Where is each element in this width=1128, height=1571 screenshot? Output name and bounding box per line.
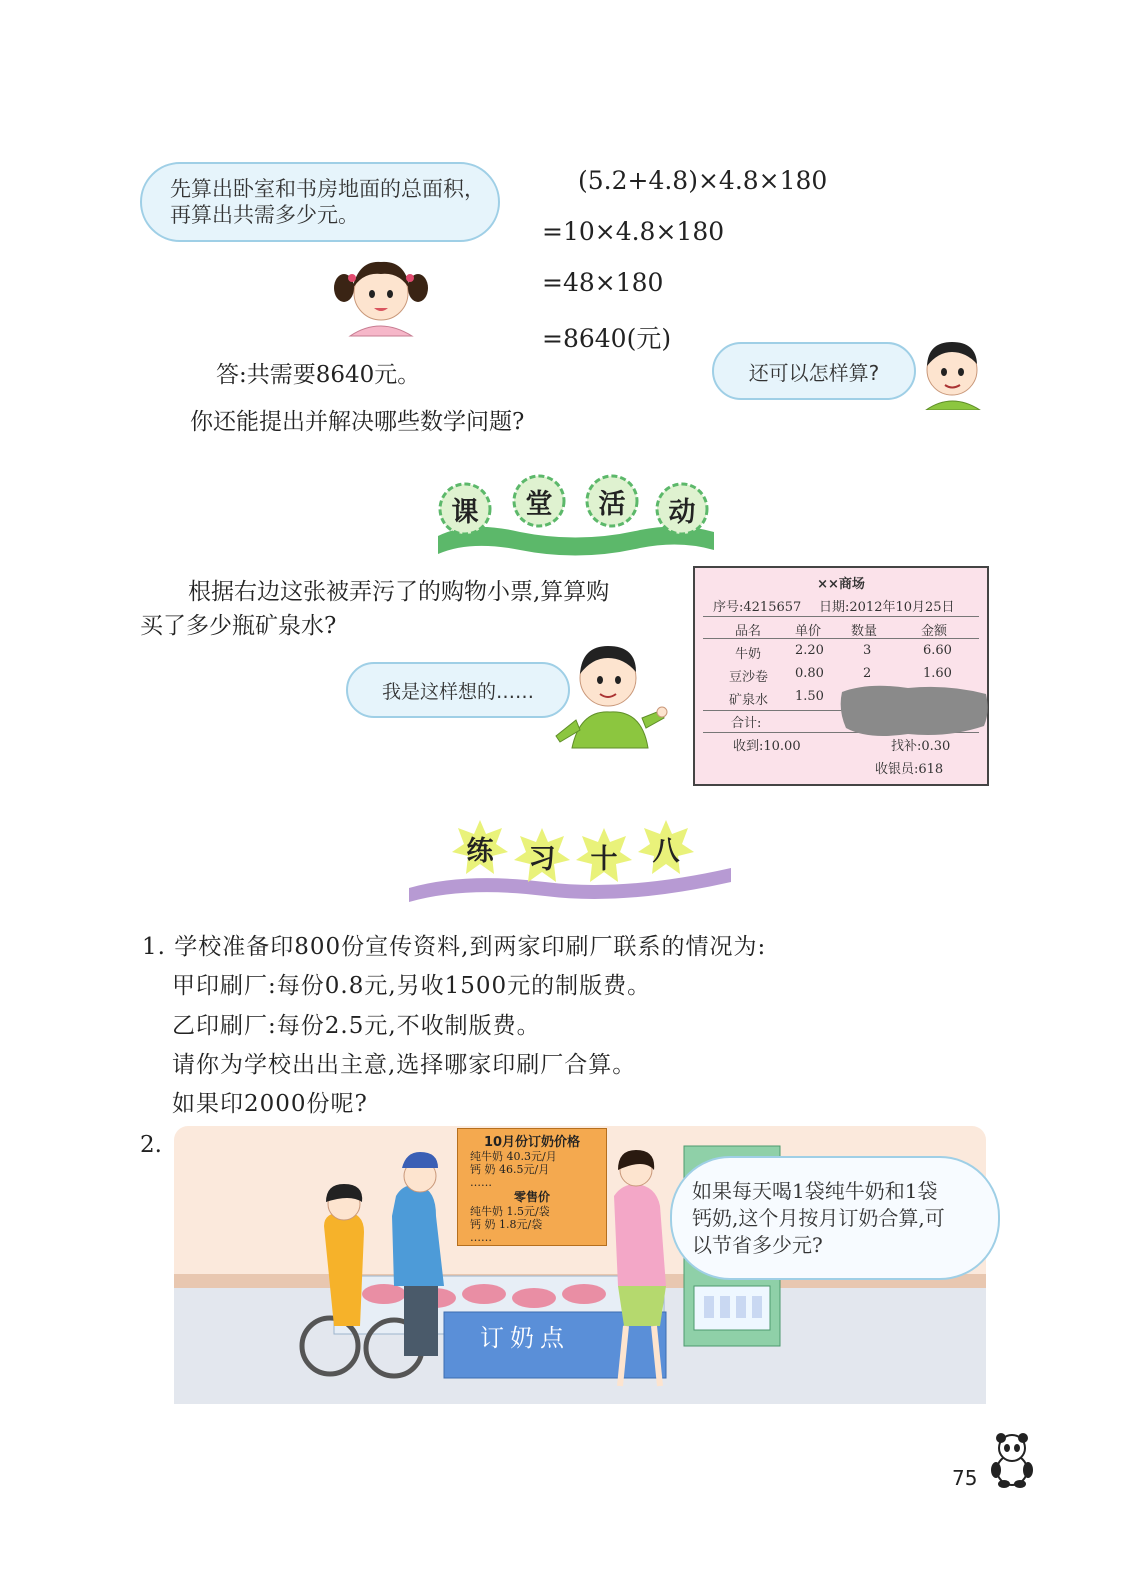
receipt-cell-name: 豆沙卷 [729,670,769,685]
q1-line-4: 请你为学校出出主意,选择哪家印刷厂合算。 [172,1052,637,1078]
receipt-stain [838,682,990,740]
receipt-row [695,641,987,663]
page-number: 75 [952,1466,978,1490]
q1-line-5: 如果印2000份呢? [172,1091,368,1117]
woman-bubble-line-1: 如果每天喝1袋纯牛奶和1袋 [692,1178,938,1203]
sign-line: …… [470,1176,492,1189]
receipt-change: 找补:0.30 [891,739,951,754]
receipt-header-name: 品名 [735,624,762,639]
formula-line-3: =48×180 [542,268,664,297]
woman-speech-bubble [670,1156,1000,1280]
activity-title-char-2: 堂 [525,488,553,520]
exercise-title-char-3: 十 [590,843,618,875]
girl-character-illustration [330,248,430,340]
receipt-cell-qty: 3 [863,643,872,658]
question-text: 你还能提出并解决哪些数学问题? [190,409,525,435]
receipt-header-qty: 数量 [851,624,878,639]
panda-icon [984,1430,1040,1488]
receipt-received: 收到:10.00 [733,739,801,754]
activity-prompt-line-2: 买了多少瓶矿泉水? [140,613,337,639]
boy-character-illustration-1 [914,330,990,410]
q1-line-2: 甲印刷厂:每份0.8元,另收1500元的制版费。 [172,973,652,999]
activity-title-char-3: 活 [598,488,626,520]
exercise-title-char-2: 习 [528,843,556,875]
q2-number: 2. [140,1132,162,1158]
receipt-serial: 序号:4215657 [713,600,802,615]
girl-bubble-line-1: 先算出卧室和书房地面的总面积， [170,177,485,201]
receipt-cell-amount: 1.60 [923,666,952,681]
formula-line-4: =8640(元) [542,324,672,353]
answer-text: 答:共需要8640元。 [216,362,421,388]
sign-line: 钙 奶 1.8元/袋 [470,1218,543,1231]
receipt-store-name: ××商场 [817,577,865,592]
receipt-divider-2 [703,638,979,639]
receipt-header-price: 单价 [795,624,822,639]
formula-line-1: (5.2+4.8)×4.8×180 [578,166,828,195]
activity-title-char-4: 动 [668,496,696,528]
receipt-cell-amount: 6.60 [923,643,952,658]
sign-title: 10月份订奶价格 [483,1135,581,1150]
activity-title-char-1: 课 [451,496,479,528]
receipt-cell-name: 牛奶 [735,647,762,662]
sign-line: …… [470,1231,492,1244]
girl-speech-bubble [140,162,500,242]
woman-bubble-line-2: 钙奶,这个月按月订奶合算,可 [692,1205,945,1230]
boy-bubble-1-text: 还可以怎样算? [748,360,880,385]
receipt-total-label: 合计: [731,716,762,731]
q1-line-1: 1. 学校准备印800份宣传资料,到两家印刷厂联系的情况为: [142,934,767,960]
receipt-divider-1 [703,616,979,617]
counter-label: 订奶点 [480,1324,570,1352]
shopping-receipt [693,566,989,786]
receipt-cell-qty: 2 [863,666,872,681]
receipt-cell-price: 0.80 [795,666,824,681]
exercise-title-char-1: 练 [466,835,494,867]
boy-speech-bubble-2 [346,662,570,718]
boy-bubble-2-text: 我是这样想的…… [381,680,534,703]
boy-character-illustration-2 [550,640,668,750]
receipt-header-amount: 金额 [921,624,948,639]
receipt-cashier: 收银员:618 [875,762,944,777]
exercise-title-char-4: 八 [652,835,680,867]
activity-prompt-line-1: 根据右边这张被弄污了的购物小票,算算购 [188,579,610,605]
q1-line-3: 乙印刷厂:每份2.5元,不收制版费。 [172,1013,541,1039]
receipt-cell-price: 2.20 [795,643,824,658]
receipt-date: 日期:2012年10月25日 [819,600,955,615]
sign-line: 纯牛奶 40.3元/月 [470,1150,557,1163]
formula-line-2: =10×4.8×180 [542,217,725,246]
boy-speech-bubble-1 [712,342,916,400]
girl-bubble-line-2: 再算出共需多少元。 [170,203,359,227]
receipt-cell-price: 1.50 [795,689,824,704]
receipt-cell-name: 矿泉水 [729,693,769,708]
sign-line: 纯牛奶 1.5元/袋 [470,1205,550,1218]
price-sign [457,1128,607,1246]
receipt-header-row [695,618,987,640]
sign-retail-title: 零售价 [513,1190,550,1204]
sign-line: 钙 奶 46.5元/月 [470,1163,550,1176]
woman-bubble-line-3: 以节省多少元? [692,1232,823,1257]
